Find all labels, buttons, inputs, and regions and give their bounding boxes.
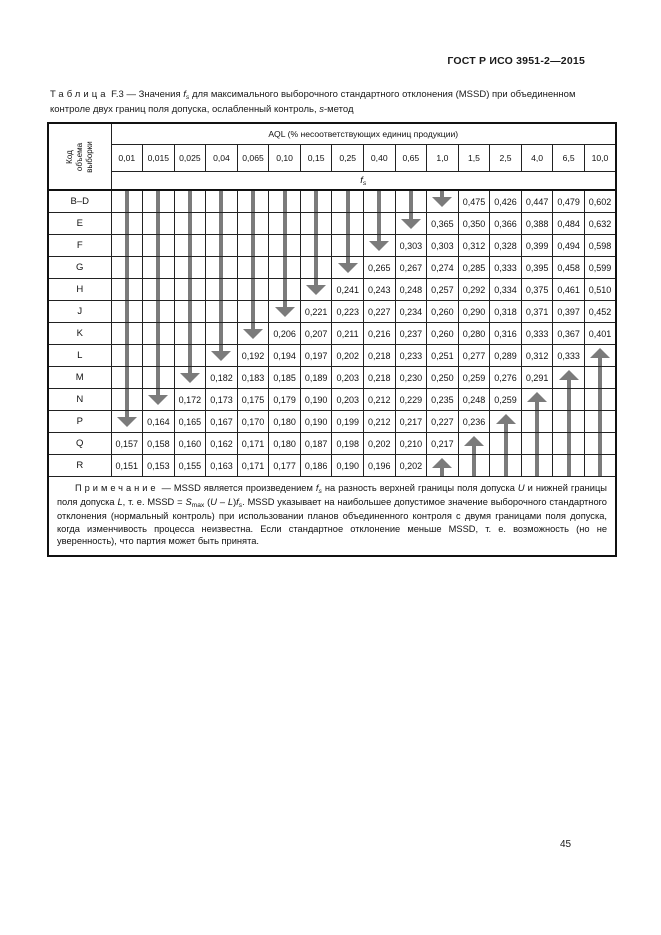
fs-value-cell: 0,212	[364, 389, 396, 411]
up-arrow-head-icon	[553, 367, 585, 389]
aql-column-header: 1,0	[427, 145, 459, 172]
fs-value-cell: 0,180	[269, 411, 301, 433]
fs-value-cell: 0,236	[458, 411, 490, 433]
down-arrow-shaft-cell	[206, 257, 238, 279]
down-arrow-shaft-cell	[143, 323, 175, 345]
up-arrow-shaft-cell	[490, 455, 522, 477]
up-arrow-shaft-cell	[521, 455, 553, 477]
up-arrow-shaft-cell	[490, 433, 522, 455]
fs-value-cell: 0,165	[174, 411, 206, 433]
down-arrow-shaft-cell	[174, 345, 206, 367]
fs-value-cell: 0,274	[427, 257, 459, 279]
fs-value-cell: 0,199	[332, 411, 364, 433]
text-segment: s	[185, 93, 190, 101]
fs-value-cell: 0,494	[553, 235, 585, 257]
down-arrow-shaft-cell	[111, 190, 143, 213]
up-arrow-shaft-cell	[521, 411, 553, 433]
fs-value-cell: 0,223	[332, 301, 364, 323]
fs-value-cell: 0,153	[143, 455, 175, 477]
fs-value-cell: 0,292	[458, 279, 490, 301]
fs-value-cell: 0,395	[521, 257, 553, 279]
sample-size-code-cell: F	[48, 235, 111, 257]
table-row	[48, 389, 616, 411]
down-arrow-shaft-cell	[111, 323, 143, 345]
sample-size-code-cell: Q	[48, 433, 111, 455]
text-segment: f	[183, 89, 186, 100]
down-arrow-shaft-cell	[111, 257, 143, 279]
fs-value-cell: 0,388	[521, 213, 553, 235]
down-arrow-shaft-cell	[174, 235, 206, 257]
down-arrow-shaft-cell	[364, 190, 396, 213]
down-arrow-shaft-cell	[300, 213, 332, 235]
fs-value-cell: 0,151	[111, 455, 143, 477]
fs-value-cell: 0,190	[300, 411, 332, 433]
fs-value-cell: 0,260	[427, 323, 459, 345]
down-arrow-shaft-cell	[143, 213, 175, 235]
up-arrow-head-icon	[584, 345, 616, 367]
up-arrow-shaft-cell	[584, 389, 616, 411]
table-f3	[47, 122, 617, 557]
text-segment: L	[117, 496, 123, 507]
down-arrow-shaft-cell	[395, 190, 427, 213]
fs-value-cell: 0,333	[521, 323, 553, 345]
down-arrow-shaft-cell	[143, 279, 175, 301]
sample-size-code-cell: B–D	[48, 190, 111, 213]
fs-value-cell: 0,210	[395, 433, 427, 455]
fs-value-cell: 0,259	[458, 367, 490, 389]
fs-value-cell: 0,217	[395, 411, 427, 433]
down-arrow-shaft-cell	[143, 190, 175, 213]
text-segment: Таблица	[50, 89, 109, 100]
note-row	[48, 477, 616, 556]
fs-value-cell: 0,171	[237, 455, 269, 477]
down-arrow-shaft-cell	[111, 301, 143, 323]
fs-value-cell: 0,285	[458, 257, 490, 279]
fs-value-cell: 0,257	[427, 279, 459, 301]
fs-value-cell: 0,170	[237, 411, 269, 433]
fs-value-cell: 0,158	[143, 433, 175, 455]
down-arrow-shaft-cell	[111, 235, 143, 257]
sample-size-code-cell: P	[48, 411, 111, 433]
fs-value-cell: 0,211	[332, 323, 364, 345]
fs-value-cell: 0,185	[269, 367, 301, 389]
text-segment: f	[360, 174, 363, 186]
fs-value-cell: 0,175	[237, 389, 269, 411]
text-segment: –	[216, 496, 228, 507]
aql-column-header: 4,0	[521, 145, 553, 172]
fs-value-cell: 0,197	[300, 345, 332, 367]
down-arrow-shaft-cell	[237, 279, 269, 301]
fs-value-cell: 0,397	[553, 301, 585, 323]
up-arrow-shaft-cell	[584, 433, 616, 455]
fs-value-cell: 0,198	[332, 433, 364, 455]
down-arrow-shaft-cell	[206, 323, 238, 345]
up-arrow-shaft-cell	[553, 433, 585, 455]
aql-column-header: 0,04	[206, 145, 238, 172]
down-arrow-shaft-cell	[174, 301, 206, 323]
fs-value-cell: 0,217	[427, 433, 459, 455]
text-segment: S	[185, 496, 192, 507]
fs-value-cell: 0,155	[174, 455, 206, 477]
sample-size-code-corner-cell	[48, 123, 111, 190]
fs-value-cell: 0,291	[521, 367, 553, 389]
table-row	[48, 345, 616, 367]
text-segment: и нижней границы поля допуска	[57, 483, 607, 507]
text-segment: для максимального выборочного стандартного отклонения (MSSD) при объединенном контроле двух границ поля допуска, ослабленный контроль,	[50, 89, 576, 116]
up-arrow-head-icon	[521, 389, 553, 411]
fs-value-cell: 0,186	[300, 455, 332, 477]
down-arrow-head-icon	[174, 367, 206, 389]
text-segment: s	[318, 487, 322, 495]
down-arrow-shaft-cell	[206, 235, 238, 257]
fs-value-cell: 0,233	[395, 345, 427, 367]
fs-value-cell: 0,212	[364, 411, 396, 433]
text-segment: s	[319, 104, 324, 116]
sample-size-code-cell: N	[48, 389, 111, 411]
fs-value-cell: 0,475	[458, 190, 490, 213]
aql-title-row	[48, 123, 616, 145]
text-segment: f	[315, 483, 319, 493]
fs-value-cell: 0,164	[143, 411, 175, 433]
fs-value-cell: 0,328	[490, 235, 522, 257]
down-arrow-shaft-cell	[332, 235, 364, 257]
fs-symbol-row	[48, 172, 616, 191]
fs-value-cell: 0,221	[300, 301, 332, 323]
table-row	[48, 235, 616, 257]
fs-value-cell: 0,260	[427, 301, 459, 323]
text-segment: s	[362, 179, 367, 187]
text-segment: — MSSD является произведением	[158, 483, 316, 493]
table-title	[50, 88, 616, 117]
fs-value-cell: 0,447	[521, 190, 553, 213]
up-arrow-head-icon	[458, 433, 490, 455]
table-row	[48, 279, 616, 301]
table-row	[48, 301, 616, 323]
page-number: 45	[560, 839, 572, 850]
down-arrow-head-icon	[237, 323, 269, 345]
fs-value-cell: 0,180	[269, 433, 301, 455]
sample-size-code-cell: M	[48, 367, 111, 389]
fs-value-cell: 0,599	[584, 257, 616, 279]
fs-value-cell: 0,229	[395, 389, 427, 411]
fs-value-cell: 0,312	[521, 345, 553, 367]
fs-value-cell: 0,173	[206, 389, 238, 411]
aql-column-header: 0,015	[143, 145, 175, 172]
sample-size-code-label: Код объема выборки	[64, 140, 94, 173]
down-arrow-shaft-cell	[300, 257, 332, 279]
fs-value-cell: 0,235	[427, 389, 459, 411]
fs-value-cell: 0,202	[364, 433, 396, 455]
fs-value-cell: 0,177	[269, 455, 301, 477]
fs-value-cell: 0,289	[490, 345, 522, 367]
fs-value-cell: 0,265	[364, 257, 396, 279]
aql-column-header: 0,01	[111, 145, 143, 172]
up-arrow-shaft-cell	[553, 389, 585, 411]
down-arrow-shaft-cell	[174, 323, 206, 345]
down-arrow-shaft-cell	[364, 213, 396, 235]
down-arrow-head-icon	[364, 235, 396, 257]
sample-size-code-cell: R	[48, 455, 111, 477]
down-arrow-shaft-cell	[174, 213, 206, 235]
fs-value-cell: 0,171	[237, 433, 269, 455]
text-segment: )	[233, 496, 237, 507]
fs-value-cell: 0,602	[584, 190, 616, 213]
text-segment: s	[238, 501, 243, 509]
text-segment: U	[517, 483, 525, 493]
down-arrow-head-icon	[111, 411, 143, 433]
fs-value-cell: 0,401	[584, 323, 616, 345]
fs-value-cell: 0,183	[237, 367, 269, 389]
fs-value-cell: 0,192	[237, 345, 269, 367]
fs-value-cell: 0,267	[395, 257, 427, 279]
down-arrow-shaft-cell	[111, 367, 143, 389]
fs-value-cell: 0,312	[458, 235, 490, 257]
fs-value-cell: 0,259	[490, 389, 522, 411]
note-text	[57, 482, 607, 548]
aql-columns-row	[48, 145, 616, 172]
sample-size-code-cell: K	[48, 323, 111, 345]
fs-value-cell: 0,227	[364, 301, 396, 323]
up-arrow-shaft-cell	[584, 411, 616, 433]
down-arrow-shaft-cell	[237, 190, 269, 213]
down-arrow-shaft-cell	[206, 279, 238, 301]
text-segment: . MSSD указывает на наибольшее допустимое значение выборочного стандартного отклонения (нормальный контроль) при использовании планов объединенного контроля с двумя границами поля допуска, когда изменчивость процесса неизвестна. Если стандартное отклонение меньше MSSD, т. е. возможность (но не уверенность), что партия может быть принята.	[57, 496, 607, 547]
aql-column-header: 0,65	[395, 145, 427, 172]
down-arrow-head-icon	[206, 345, 238, 367]
fs-value-cell: 0,218	[364, 367, 396, 389]
standard-designation-header: ГОСТ Р ИСО 3951-2—2015	[447, 55, 585, 67]
down-arrow-shaft-cell	[300, 190, 332, 213]
table-footer	[48, 477, 616, 556]
fs-value-cell: 0,172	[174, 389, 206, 411]
fs-value-cell: 0,367	[553, 323, 585, 345]
fs-value-cell: 0,243	[364, 279, 396, 301]
fs-value-cell: 0,290	[458, 301, 490, 323]
aql-column-header: 0,15	[300, 145, 332, 172]
fs-value-cell: 0,316	[490, 323, 522, 345]
fs-value-cell: 0,196	[364, 455, 396, 477]
down-arrow-shaft-cell	[300, 235, 332, 257]
fs-value-cell: 0,333	[490, 257, 522, 279]
sample-size-code-cell: G	[48, 257, 111, 279]
up-arrow-shaft-cell	[584, 367, 616, 389]
down-arrow-shaft-cell	[269, 190, 301, 213]
fs-value-cell: 0,179	[269, 389, 301, 411]
aql-column-header: 1,5	[458, 145, 490, 172]
down-arrow-shaft-cell	[332, 213, 364, 235]
fs-value-cell: 0,203	[332, 367, 364, 389]
down-arrow-shaft-cell	[174, 190, 206, 213]
down-arrow-shaft-cell	[332, 190, 364, 213]
down-arrow-shaft-cell	[143, 345, 175, 367]
down-arrow-shaft-cell	[237, 235, 269, 257]
down-arrow-shaft-cell	[206, 213, 238, 235]
down-arrow-shaft-cell	[269, 213, 301, 235]
text-segment: max	[191, 501, 205, 509]
sample-size-code-cell: E	[48, 213, 111, 235]
up-arrow-head-icon	[490, 411, 522, 433]
down-arrow-head-icon	[143, 389, 175, 411]
up-arrow-head-icon	[427, 455, 459, 477]
aql-column-header: 2,5	[490, 145, 522, 172]
up-arrow-shaft-cell	[584, 455, 616, 477]
fs-value-cell: 0,216	[364, 323, 396, 345]
fs-value-cell: 0,399	[521, 235, 553, 257]
table-row	[48, 433, 616, 455]
table-row	[48, 257, 616, 279]
fs-value-cell: 0,303	[395, 235, 427, 257]
fs-value-cell: 0,163	[206, 455, 238, 477]
fs-value-cell: 0,190	[332, 455, 364, 477]
fs-value-cell: 0,371	[521, 301, 553, 323]
fs-value-cell: 0,162	[206, 433, 238, 455]
table-f3-wrapper	[47, 122, 617, 557]
down-arrow-head-icon	[332, 257, 364, 279]
aql-column-header: 10,0	[584, 145, 616, 172]
text-segment: F.3 — Значения	[108, 89, 184, 100]
fs-value-cell: 0,333	[553, 345, 585, 367]
fs-value-cell: 0,206	[269, 323, 301, 345]
down-arrow-shaft-cell	[269, 279, 301, 301]
down-arrow-shaft-cell	[143, 301, 175, 323]
down-arrow-head-icon	[427, 190, 459, 213]
up-arrow-shaft-cell	[521, 433, 553, 455]
fs-value-cell: 0,276	[490, 367, 522, 389]
down-arrow-head-icon	[300, 279, 332, 301]
fs-value-cell: 0,251	[427, 345, 459, 367]
up-arrow-shaft-cell	[553, 411, 585, 433]
fs-value-cell: 0,484	[553, 213, 585, 235]
text-segment: f	[236, 496, 239, 507]
table-body	[48, 190, 616, 477]
aql-column-header: 0,25	[332, 145, 364, 172]
down-arrow-shaft-cell	[237, 301, 269, 323]
fs-symbol-cell	[111, 172, 616, 191]
down-arrow-shaft-cell	[206, 190, 238, 213]
down-arrow-head-icon	[269, 301, 301, 323]
down-arrow-shaft-cell	[143, 257, 175, 279]
down-arrow-shaft-cell	[237, 257, 269, 279]
fs-value-cell: 0,218	[364, 345, 396, 367]
fs-value-cell: 0,241	[332, 279, 364, 301]
fs-value-cell: 0,167	[206, 411, 238, 433]
down-arrow-shaft-cell	[174, 257, 206, 279]
down-arrow-shaft-cell	[206, 301, 238, 323]
fs-value-cell: 0,248	[395, 279, 427, 301]
fs-value-cell: 0,375	[521, 279, 553, 301]
text-segment: Примечание	[75, 483, 159, 493]
text-segment: L	[227, 496, 234, 507]
fs-value-cell: 0,318	[490, 301, 522, 323]
fs-value-cell: 0,248	[458, 389, 490, 411]
fs-value-cell: 0,190	[300, 389, 332, 411]
fs-value-cell: 0,366	[490, 213, 522, 235]
down-arrow-shaft-cell	[269, 235, 301, 257]
fs-value-cell: 0,426	[490, 190, 522, 213]
down-arrow-head-icon	[395, 213, 427, 235]
text-segment: U	[210, 496, 217, 507]
fs-value-cell: 0,461	[553, 279, 585, 301]
fs-value-cell: 0,237	[395, 323, 427, 345]
fs-value-cell: 0,365	[427, 213, 459, 235]
fs-value-cell: 0,227	[427, 411, 459, 433]
down-arrow-shaft-cell	[143, 235, 175, 257]
sample-size-code-cell: L	[48, 345, 111, 367]
fs-value-cell: 0,510	[584, 279, 616, 301]
fs-value-cell: 0,202	[395, 455, 427, 477]
text-segment: на разность верхней границы поля допуска	[321, 483, 518, 493]
down-arrow-shaft-cell	[111, 389, 143, 411]
fs-value-cell: 0,187	[300, 433, 332, 455]
up-arrow-shaft-cell	[458, 455, 490, 477]
fs-value-cell: 0,230	[395, 367, 427, 389]
aql-column-header: 0,40	[364, 145, 396, 172]
fs-value-cell: 0,303	[427, 235, 459, 257]
fs-value-cell: 0,452	[584, 301, 616, 323]
fs-value-cell: 0,203	[332, 389, 364, 411]
fs-value-cell: 0,160	[174, 433, 206, 455]
aql-column-header: 6,5	[553, 145, 585, 172]
fs-value-cell: 0,334	[490, 279, 522, 301]
down-arrow-shaft-cell	[143, 367, 175, 389]
fs-value-cell: 0,189	[300, 367, 332, 389]
fs-value-cell: 0,479	[553, 190, 585, 213]
down-arrow-shaft-cell	[174, 279, 206, 301]
fs-value-cell: 0,202	[332, 345, 364, 367]
fs-value-cell: 0,280	[458, 323, 490, 345]
up-arrow-shaft-cell	[553, 455, 585, 477]
text-segment: -метод	[323, 104, 354, 116]
text-segment: (	[204, 496, 211, 507]
sample-size-code-cell: J	[48, 301, 111, 323]
note-cell	[48, 477, 616, 556]
fs-value-cell: 0,598	[584, 235, 616, 257]
aql-column-header: 0,025	[174, 145, 206, 172]
table-row	[48, 190, 616, 213]
down-arrow-shaft-cell	[237, 213, 269, 235]
fs-value-cell: 0,632	[584, 213, 616, 235]
aql-column-header: 0,065	[237, 145, 269, 172]
table-row	[48, 411, 616, 433]
aql-header-cell: AQL (% несоответствующих единиц продукции)	[111, 123, 616, 145]
fs-value-cell: 0,182	[206, 367, 238, 389]
table-row	[48, 323, 616, 345]
down-arrow-shaft-cell	[111, 345, 143, 367]
fs-value-cell: 0,250	[427, 367, 459, 389]
fs-value-cell: 0,350	[458, 213, 490, 235]
down-arrow-shaft-cell	[269, 257, 301, 279]
fs-value-cell: 0,458	[553, 257, 585, 279]
fs-value-cell: 0,194	[269, 345, 301, 367]
fs-value-cell: 0,157	[111, 433, 143, 455]
aql-column-header: 0,10	[269, 145, 301, 172]
sample-size-code-cell: H	[48, 279, 111, 301]
fs-value-cell: 0,234	[395, 301, 427, 323]
down-arrow-shaft-cell	[111, 279, 143, 301]
fs-value-cell: 0,207	[300, 323, 332, 345]
fs-value-cell: 0,277	[458, 345, 490, 367]
table-row	[48, 213, 616, 235]
down-arrow-shaft-cell	[111, 213, 143, 235]
table-header	[48, 123, 616, 190]
table-row	[48, 367, 616, 389]
table-row	[48, 455, 616, 477]
text-segment: , т. е. MSSD =	[122, 496, 186, 507]
